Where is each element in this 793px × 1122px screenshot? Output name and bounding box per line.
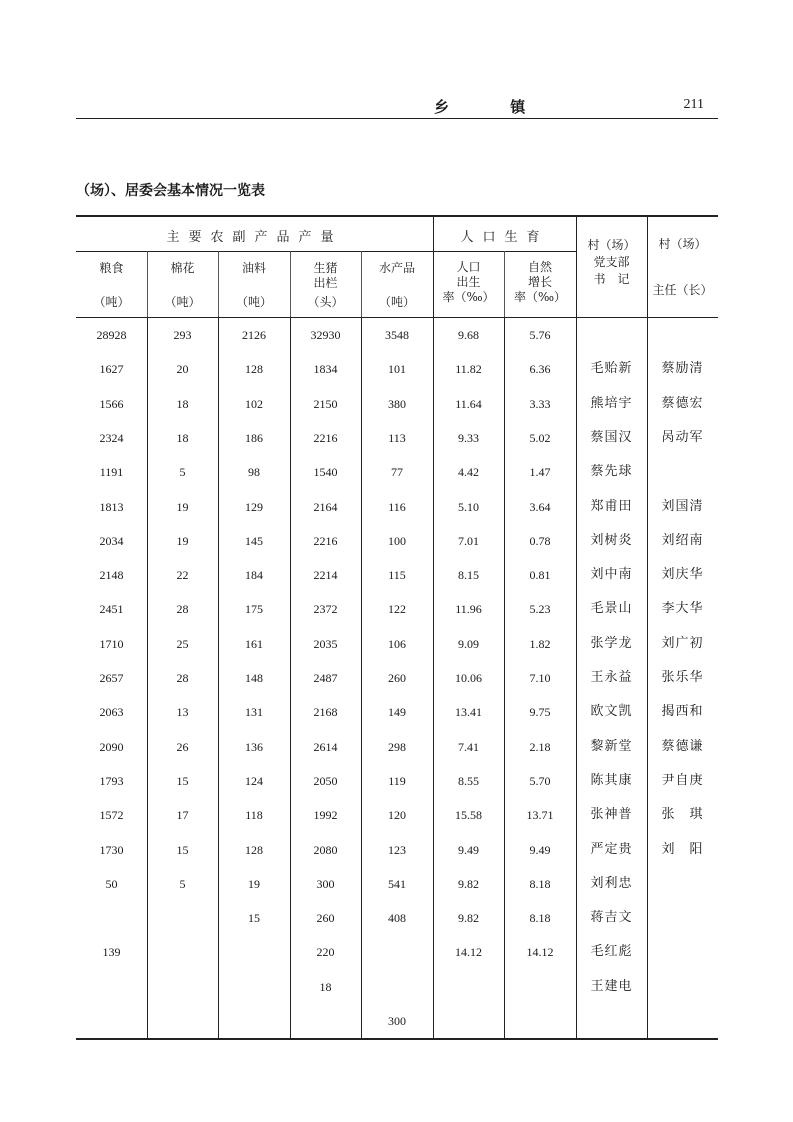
cell-grain: 2451 [99,602,124,616]
table-caption: （场）、居委会基本情况一览表 [76,183,265,199]
cell-growth-rate: 9.49 [529,843,551,857]
cell-birth-rate: 9.49 [458,843,479,857]
cell-birth-rate: 9.33 [458,431,479,445]
cell-party-secretary: 严定贵 [590,842,633,857]
cell-grain: 1793 [99,774,124,788]
cell-growth-rate: 5.70 [529,774,551,788]
group-header-population: 人口生育 [460,230,549,245]
cell-grain: 139 [102,945,121,959]
cell-oil-crops: 145 [245,534,263,548]
cell-village-head: 揭西和 [661,704,704,719]
column-unit-oil-crops: （吨） [235,295,272,309]
cell-growth-rate: 13.71 [526,808,554,822]
cell-party-secretary: 郑甫田 [590,499,633,514]
cell-oil-crops: 102 [245,397,263,411]
cell-birth-rate: 5.10 [458,500,479,514]
cell-hogs: 2035 [313,637,338,651]
group-header-rule [76,251,576,252]
cell-grain: 2063 [99,705,124,719]
cell-village-head: 刘绍南 [661,533,704,548]
cell-party-secretary: 张神普 [590,807,633,822]
cell-aquatic: 123 [388,843,406,857]
column-unit-village-head: 主任（长） [652,283,713,297]
cell-grain: 1710 [99,637,124,651]
cell-hogs: 2164 [313,500,338,514]
cell-village-head: 呙动军 [661,430,704,445]
cell-growth-rate: 7.10 [529,671,551,685]
cell-cotton: 20 [176,362,189,376]
cell-aquatic: 260 [388,671,406,685]
cell-birth-rate: 10.06 [455,671,482,685]
cell-cotton: 13 [176,705,189,719]
cell-birth-rate: 9.82 [458,877,479,891]
cell-growth-rate: 8.18 [529,911,551,925]
cell-birth-rate: 11.64 [455,397,482,411]
cell-growth-rate: 3.33 [529,397,551,411]
cell-oil-crops: 136 [245,740,263,754]
cell-cotton: 293 [173,328,192,342]
cell-party-secretary: 蔡先球 [590,464,633,479]
cell-growth-rate: 6.36 [529,362,551,376]
cell-birth-rate: 9.09 [458,637,479,651]
running-head-title: 乡 镇 [434,98,554,116]
cell-village-head: 张乐华 [661,670,704,685]
cell-oil-crops: 186 [245,431,263,445]
cell-growth-rate: 1.82 [529,637,551,651]
cell-grain: 2148 [99,568,124,582]
cell-party-secretary: 欧文凯 [590,704,633,719]
cell-cotton: 19 [176,534,189,548]
cell-party-secretary: 毛贻新 [590,361,633,376]
cell-hogs: 2214 [313,568,338,582]
cell-cotton: 18 [176,397,189,411]
cell-oil-crops: 131 [245,705,263,719]
running-head [76,96,718,119]
cell-village-head: 刘庆华 [661,567,704,582]
cell-birth-rate: 9.82 [458,911,479,925]
cell-village-head: 刘 阳 [661,842,704,857]
cell-aquatic: 106 [388,637,406,651]
cell-oil-crops: 118 [245,808,263,822]
cell-grain: 2034 [99,534,124,548]
column-header-party-secretary: 村（场） 党支部 书 记 [587,238,636,286]
cell-aquatic: 122 [388,602,406,616]
cell-aquatic: 120 [388,808,406,822]
cell-cotton: 15 [176,774,189,788]
cell-party-secretary: 蔡国汉 [590,430,633,445]
cell-hogs: 2372 [313,602,338,616]
cell-birth-rate: 14.12 [455,945,482,959]
column-divider [647,215,648,317]
cell-party-secretary: 毛景山 [590,601,633,616]
cell-aquatic: 101 [388,362,406,376]
cell-birth-rate: 4.42 [458,465,479,479]
header-bottom-rule [76,317,718,318]
cell-grain: 2324 [99,431,124,445]
cell-grain: 1566 [99,397,124,411]
cell-hogs: 2216 [313,534,338,548]
column-unit-hogs: （头） [307,295,344,309]
cell-village-head: 李大华 [661,601,704,616]
cell-birth-rate: 13.41 [455,705,482,719]
cell-hogs: 220 [316,945,335,959]
cell-growth-rate: 0.81 [529,568,551,582]
column-header-growth-rate: 自然 增长 率（‰） [513,260,567,304]
cell-aquatic: 116 [388,500,406,514]
cell-grain: 1730 [99,843,124,857]
cell-hogs: 18 [319,980,332,994]
cell-village-head: 蔡德宏 [661,396,704,411]
column-unit-aquatic: （吨） [378,295,415,309]
cell-birth-rate: 7.01 [458,534,479,548]
cell-party-secretary: 刘树炎 [590,533,633,548]
cell-cotton: 26 [176,740,189,754]
cell-growth-rate: 3.64 [529,500,551,514]
cell-party-secretary: 王永益 [590,670,633,685]
cell-party-secretary: 熊培宇 [590,396,633,411]
cell-cotton: 25 [176,637,189,651]
cell-growth-rate: 5.02 [529,431,551,445]
column-unit-grain: （吨） [93,295,130,309]
cell-birth-rate: 15.58 [455,808,482,822]
cell-aquatic: 3548 [385,328,409,342]
column-header-grain: 粮食 [99,261,124,275]
cell-hogs: 2168 [313,705,338,719]
column-header-birth-rate: 人口 出生 率（‰） [442,260,495,304]
cell-cotton: 18 [176,431,189,445]
cell-party-secretary: 王建电 [590,979,633,994]
cell-oil-crops: 128 [245,362,263,376]
cell-hogs: 1834 [313,362,338,376]
cell-village-head: 蔡德谦 [661,739,704,754]
cell-oil-crops: 129 [245,500,263,514]
cell-cotton: 15 [176,843,189,857]
cell-aquatic: 113 [388,431,406,445]
column-header-hogs: 生猪 出栏 [313,261,338,290]
cell-oil-crops: 124 [245,774,263,788]
cell-village-head: 蔡励清 [661,361,704,376]
cell-aquatic: 119 [388,774,406,788]
cell-village-head: 尹自庚 [661,773,704,788]
column-header-oil-crops: 油料 [241,261,266,275]
cell-party-secretary: 刘利忠 [590,876,633,891]
cell-cotton: 5 [179,877,186,891]
cell-party-secretary: 黎新堂 [590,739,633,754]
cell-grain: 1572 [99,808,124,822]
cell-cotton: 5 [179,465,186,479]
cell-grain: 2657 [99,671,124,685]
cell-birth-rate: 9.68 [458,328,479,342]
cell-oil-crops: 2126 [242,328,266,342]
cell-cotton: 22 [176,568,189,582]
cell-cotton: 17 [176,808,189,822]
cell-growth-rate: 2.18 [529,740,551,754]
cell-village-head: 张 琪 [661,807,704,822]
cell-growth-rate: 9.75 [529,705,551,719]
cell-party-secretary: 蒋吉文 [590,910,633,925]
cell-aquatic: 149 [388,705,406,719]
cell-growth-rate: 5.76 [529,328,551,342]
cell-party-secretary: 毛红彪 [590,944,633,959]
cell-oil-crops: 175 [245,602,263,616]
cell-hogs: 2050 [313,774,338,788]
cell-hogs: 2080 [313,843,338,857]
cell-grain: 50 [105,877,118,891]
cell-hogs: 32930 [310,328,341,342]
cell-cotton: 28 [176,671,189,685]
cell-birth-rate: 11.82 [455,362,482,376]
cell-growth-rate: 5.23 [529,602,551,616]
cell-party-secretary: 张学龙 [590,636,633,651]
cell-hogs: 2614 [313,740,338,754]
cell-hogs: 1992 [313,808,338,822]
cell-hogs: 2216 [313,431,338,445]
cell-birth-rate: 8.55 [458,774,479,788]
page-number: 211 [683,97,704,112]
cell-grain: 28928 [96,328,127,342]
cell-hogs: 300 [316,877,335,891]
column-header-cotton: 棉花 [170,261,195,275]
cell-aquatic: 380 [388,397,406,411]
cell-grain: 1627 [99,362,124,376]
cell-grain: 1813 [99,500,124,514]
cell-village-head: 刘国清 [661,499,704,514]
table-bottom-rule [76,1038,718,1040]
cell-grain: 1191 [99,465,124,479]
cell-birth-rate: 8.15 [458,568,479,582]
cell-cotton: 19 [176,500,189,514]
cell-party-secretary: 陈其康 [590,773,633,788]
column-header-village-head: 村（场） [658,237,707,251]
cell-growth-rate: 0.78 [529,534,551,548]
cell-oil-crops: 128 [245,843,263,857]
cell-cotton: 28 [176,602,189,616]
cell-aquatic: 100 [388,534,406,548]
cell-aquatic: 77 [391,465,403,479]
table-top-rule [76,215,718,217]
cell-hogs: 2487 [313,671,338,685]
cell-hogs: 260 [316,911,335,925]
cell-oil-crops: 184 [245,568,263,582]
cell-growth-rate: 1.47 [529,465,551,479]
cell-oil-crops: 98 [248,465,260,479]
cell-aquatic: 298 [388,740,406,754]
cell-birth-rate: 7.41 [458,740,479,754]
column-header-aquatic: 水产品 [378,261,415,275]
column-unit-cotton: （吨） [164,295,201,309]
cell-aquatic: 408 [388,911,406,925]
cell-village-head: 刘广初 [661,636,704,651]
cell-party-secretary: 刘中南 [590,567,633,582]
cell-oil-crops: 161 [245,637,263,651]
cell-oil-crops: 19 [248,877,260,891]
group-header-farm-output: 主要农副产品产量 [166,230,343,245]
cell-aquatic: 541 [388,877,406,891]
cell-birth-rate: 11.96 [455,602,482,616]
cell-oil-crops: 148 [245,671,263,685]
cell-aquatic: 300 [388,1014,406,1028]
cell-hogs: 1540 [313,465,338,479]
statistics-table [76,215,718,1040]
cell-growth-rate: 8.18 [529,877,551,891]
cell-oil-crops: 15 [248,911,260,925]
cell-aquatic: 115 [388,568,406,582]
cell-hogs: 2150 [313,397,338,411]
cell-grain: 2090 [99,740,124,754]
cell-growth-rate: 14.12 [526,945,554,959]
